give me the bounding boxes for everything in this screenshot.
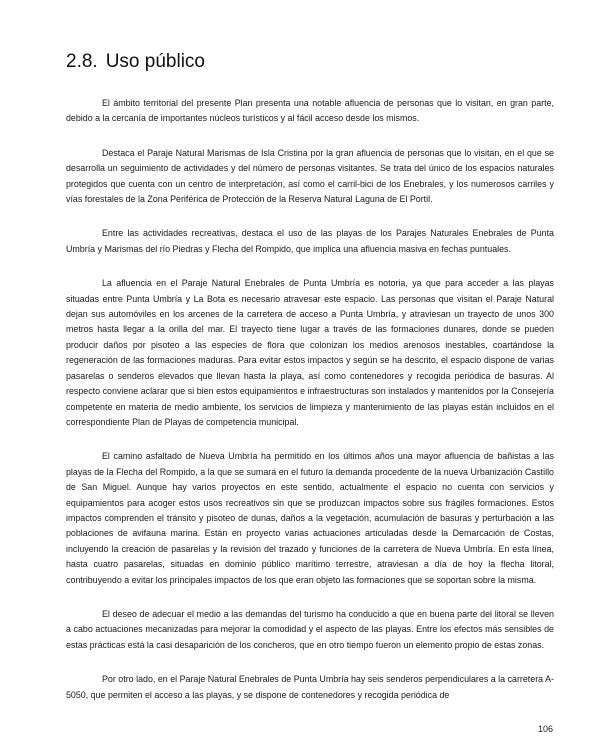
section-heading [66,51,205,73]
paragraph: El ámbito territorial del presente Plan presenta una notable afluencia de personas que lo visitan, en gran parte, debido a la cercanía de importantes núcleos turísticos y al fácil acceso desde los mismos. [66,98,554,124]
body-text [66,96,554,722]
paragraph: El deseo de adecuar el medio a las demandas del turismo ha conducido a que en buena parte del litoral se lleven a cabo actuaciones mecanizadas para mejorar la comodidad y el aspecto de las playas. Entre los efectos más sensibles de estas prácticas está la casi desaparición de los concheros, que en otro tiempo fueron un elemento propio de estas zonas. [66,608,554,650]
paragraph: Entre las actividades recreativas, destaca el uso de las playas de los Parajes Naturales Enebrales de Punta Umbría y Marismas del río Piedras y Flecha del Rompido, que implica una afluencia masiva en fechas puntuales. [66,228,554,254]
page-number: 106 [537,724,553,734]
paragraph: El camino asfaltado de Nueva Umbría ha permitido en los últimos años una mayor afluencia de bañistas a las playas de la Flecha del Rompido, a la que se sumará en el futuro la demanda procedente de la nueva Urbanización Castillo de San Miguel. Aunque hay varios proyectos en este sentido, actualmente el espacio no cuenta con servicios y equipamientos para acoger estos usos recreativos sin que se produzcan impactos sobre sus frágiles formaciones. Estos impactos comprenden el tránsito y pisoteo de dunas, daños a la vegetación, acumulación de basuras y perturbación a las poblaciones de avifauna marina. Están en proyecto varias actuaciones articuladas desde la Demarcación de Costas, incluyendo la creación de pasarelas y la revisión del trazado y funciones de la carretera de Nueva Umbría. En esta línea, hasta cuatro pasarelas, situadas en dominio público marítimo terrestre, atraviesan a día de hoy la flecha litoral, contribuyendo a evitar los principales impactos de los que eran objeto las formaciones que se soportan sobre la misma. [66,451,554,585]
section-number: 2.8. [66,51,98,72]
section-title: Uso público [105,51,205,72]
paragraph: La afluencia en el Paraje Natural Enebrales de Punta Umbría es notoria, ya que para acceder a las playas situadas entre Punta Umbría y La Bota es necesario atravesar este espacio. Las personas que visitan el Paraje Natural dejan sus automóviles en los arcenes de la carretera de acceso a Punta Umbría, y atraviesan un trayecto de unos 300 metros hasta llegar a la orilla del mar. El trayecto tiene lugar a través de las formaciones dunares, donde se pueden producir daños por pisoteo a las especies de flora que colonizan los medios arenosos inestables, coartándose la regeneración de las formaciones maduras. Para evitar estos impactos y según se ha descrito, el espacio dispone de varias pasarelas o senderos elevados que llevan hasta la playa, así como contenedores y recogida periódica de basuras. Al respecto conviene aclarar que si bien estos equipamientos e infraestructuras son instalados y mantenidos por la Consejería competente en materia de medio ambiente, los servicios de limpieza y mantenimiento de las playas están incluidos en el correspondiente Plan de Playas de competencia municipal. [66,278,554,427]
paragraph: Destaca el Paraje Natural Marismas de Isla Cristina por la gran afluencia de personas que lo visitan, en el que se desarrolla un seguimiento de actividades y del número de personas visitantes. Se trata del único de los espacios naturales protegidos que cuenta con un centro de interpretación, así como el carril-bici de los Enebrales, y los numerosos carriles y vías forestales de la Zona Periférica de Protección de la Reserva Natural Laguna de El Portil. [66,147,554,205]
paragraph: Por otro lado, en el Paraje Natural Enebrales de Punta Umbría hay seis senderos perpendiculares a la carretera A-5050, que permiten el acceso a las playas, y se dispone de contenedores y recogida periódica de [66,674,554,700]
